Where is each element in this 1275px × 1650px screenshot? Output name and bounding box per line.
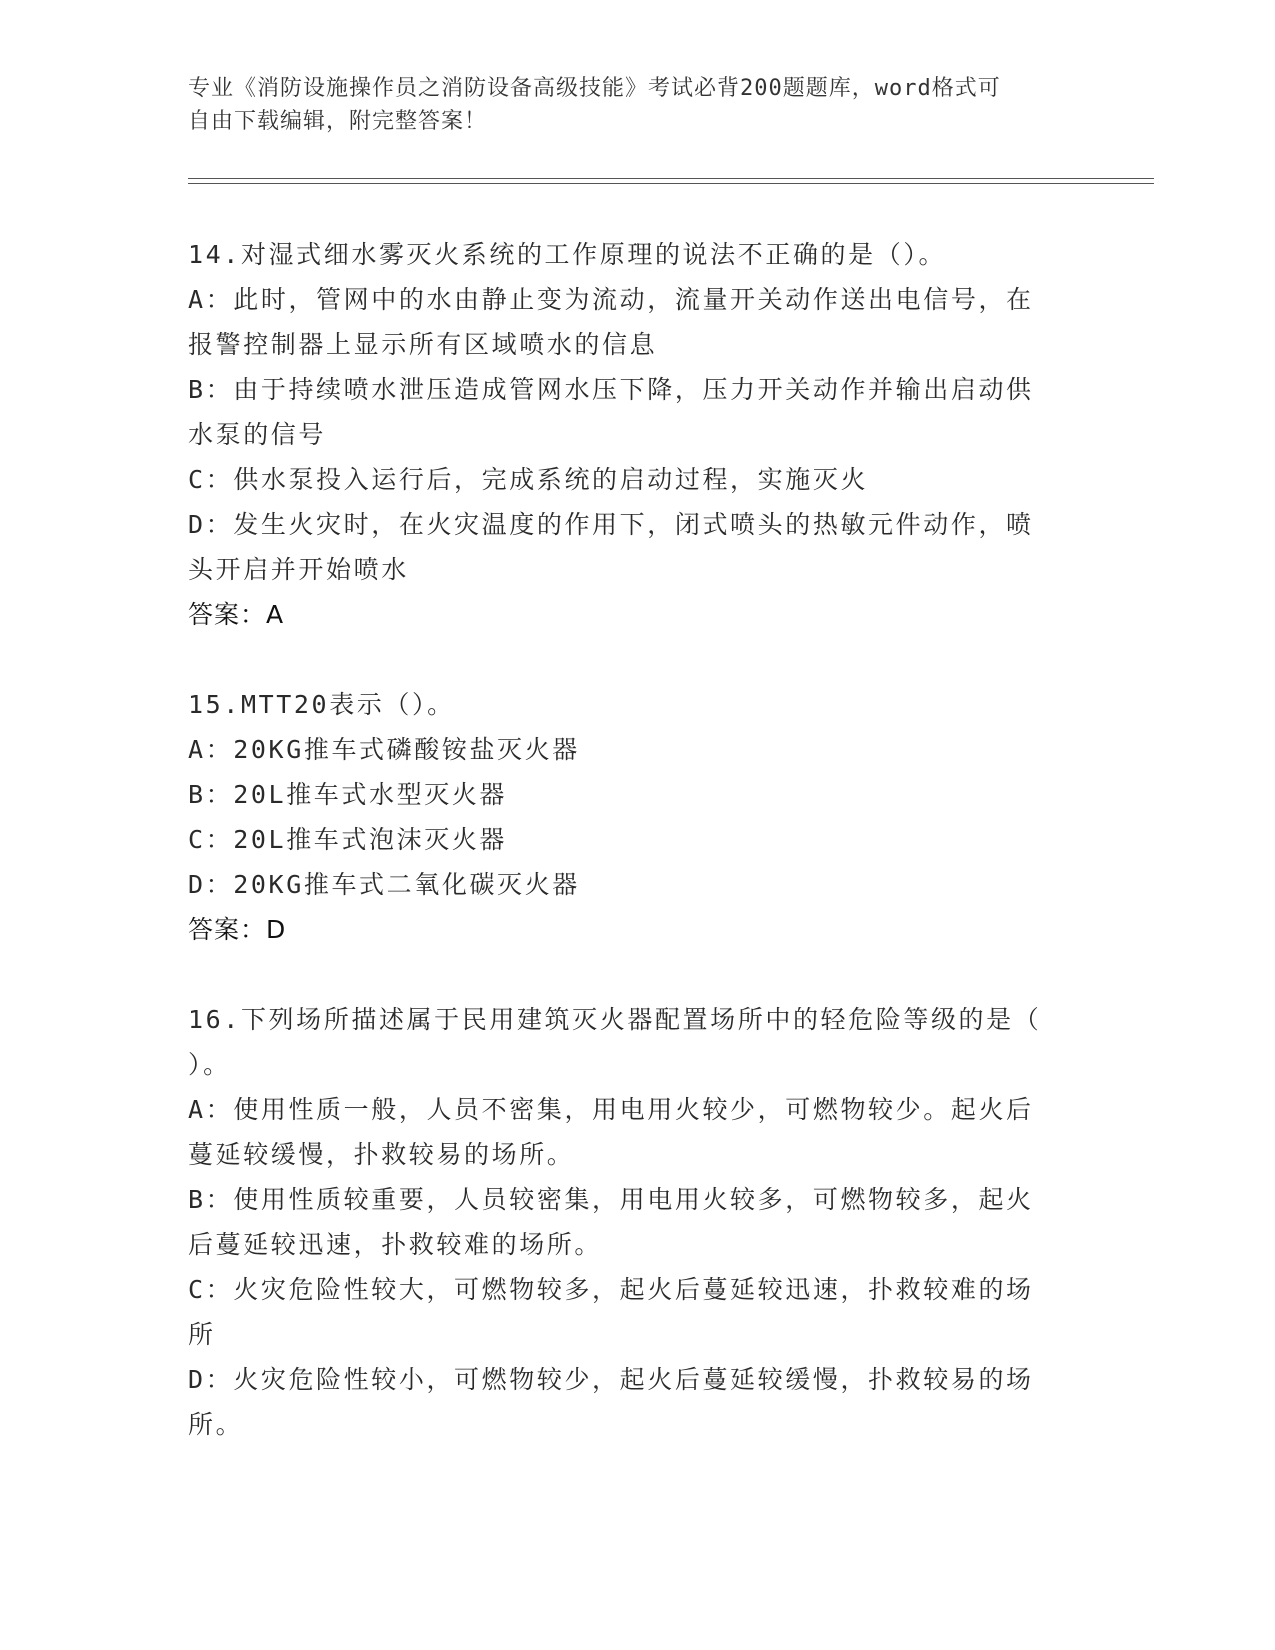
option-line: 水泵的信号 bbox=[188, 420, 327, 449]
option-a bbox=[188, 1087, 1068, 1177]
option-line: D：火灾危险性较小，可燃物较少，起火后蔓延较缓慢，扑救较易的场 bbox=[188, 1365, 1034, 1394]
option-line: 所 bbox=[188, 1320, 216, 1349]
question-stem-line: 15.MTT20表示（）。 bbox=[188, 690, 455, 719]
option-a bbox=[188, 727, 1068, 772]
option-line: A：使用性质一般，人员不密集，用电用火较少，可燃物较少。起火后 bbox=[188, 1095, 1034, 1124]
question-stem-line: ）。 bbox=[188, 1050, 231, 1079]
question-16 bbox=[188, 997, 1068, 1447]
question-15 bbox=[188, 682, 1068, 952]
question-stem-line: 14.对湿式细水雾灭火系统的工作原理的说法不正确的是（）。 bbox=[188, 240, 947, 269]
option-line: 后蔓延较迅速，扑救较难的场所。 bbox=[188, 1230, 603, 1259]
option-line: 蔓延较缓慢，扑救较易的场所。 bbox=[188, 1140, 575, 1169]
option-d bbox=[188, 1357, 1068, 1447]
option-line: D：20KG推车式二氧化碳灭火器 bbox=[188, 870, 580, 899]
header-divider-top bbox=[188, 178, 1154, 179]
document-header bbox=[188, 72, 1068, 138]
question-list bbox=[188, 232, 1068, 1492]
question-stem bbox=[188, 997, 1068, 1087]
question-stem bbox=[188, 682, 1068, 727]
option-d bbox=[188, 862, 1068, 907]
option-line: D：发生火灾时，在火灾温度的作用下，闭式喷头的热敏元件动作，喷 bbox=[188, 510, 1034, 539]
option-b bbox=[188, 367, 1068, 457]
option-line: C：供水泵投入运行后，完成系统的启动过程，实施灭火 bbox=[188, 465, 869, 494]
question-stem-line: 16.下列场所描述属于民用建筑灭火器配置场所中的轻危险等级的是（ bbox=[188, 1005, 1042, 1034]
option-line: B：20L推车式水型灭火器 bbox=[188, 780, 508, 809]
option-line: B：使用性质较重要，人员较密集，用电用火较多，可燃物较多，起火 bbox=[188, 1185, 1034, 1214]
option-line: C：20L推车式泡沫灭火器 bbox=[188, 825, 508, 854]
answer-line: 答案：A bbox=[188, 600, 285, 629]
option-line: C：火灾危险性较大，可燃物较多，起火后蔓延较迅速，扑救较难的场 bbox=[188, 1275, 1034, 1304]
question-14 bbox=[188, 232, 1068, 637]
option-line: A：20KG推车式磷酸铵盐灭火器 bbox=[188, 735, 580, 764]
question-stem bbox=[188, 232, 1068, 277]
option-line: 报警控制器上显示所有区域喷水的信息 bbox=[188, 330, 658, 359]
answer-line: 答案：D bbox=[188, 915, 287, 944]
option-b bbox=[188, 1177, 1068, 1267]
option-a bbox=[188, 277, 1068, 367]
option-c bbox=[188, 817, 1068, 862]
option-c bbox=[188, 1267, 1068, 1357]
header-line-2: 自由下载编辑，附完整答案！ bbox=[188, 109, 488, 134]
option-line: 所。 bbox=[188, 1410, 244, 1439]
option-d bbox=[188, 502, 1068, 592]
option-c bbox=[188, 457, 1068, 502]
header-divider-bottom bbox=[188, 183, 1154, 184]
option-line: A：此时，管网中的水由静止变为流动，流量开关动作送出电信号，在 bbox=[188, 285, 1034, 314]
option-b bbox=[188, 772, 1068, 817]
option-line: B：由于持续喷水泄压造成管网水压下降，压力开关动作并输出启动供 bbox=[188, 375, 1034, 404]
header-line-1: 专业《消防设施操作员之消防设备高级技能》考试必背200题题库，word格式可 bbox=[188, 76, 1001, 101]
option-line: 头开启并开始喷水 bbox=[188, 555, 409, 584]
